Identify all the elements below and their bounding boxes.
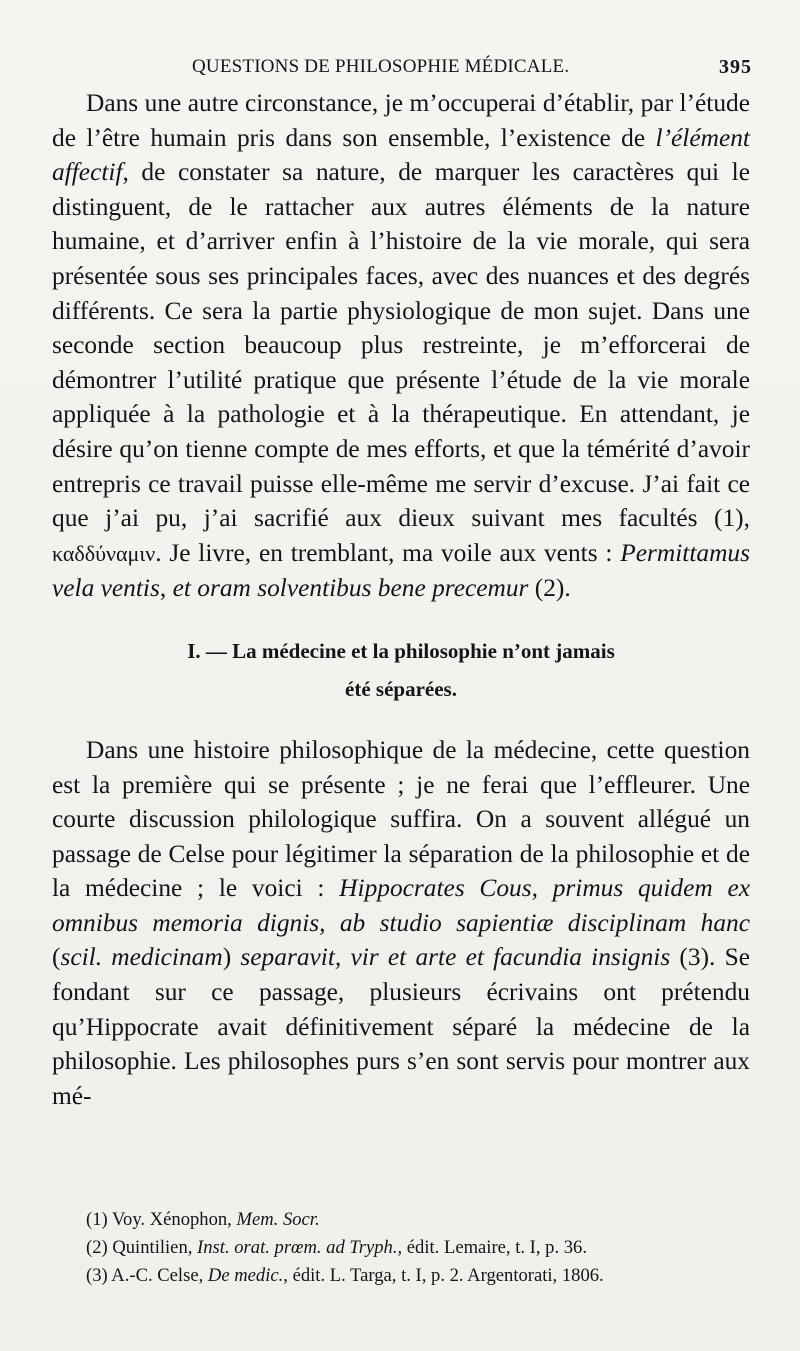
running-title: QUESTIONS DE PHILOSOPHIE MÉDICALE. (192, 56, 570, 77)
footnote-text-end: , édit. L. Targa, t. I, p. 2. Argentorati, 1806. (283, 1265, 604, 1286)
paragraph-2-italic-a: Hippocrates Cous, primus quidem ex omnibus memoria dignis, ab studio sapientiæ disciplinam hanc (52, 874, 750, 937)
paragraph-2-text-b: ( (52, 943, 61, 972)
footnote-text: A.-C. Celse, (107, 1265, 208, 1286)
paragraph-2-italic-c: separavit, vir et arte et facundia insignis (240, 943, 671, 972)
paragraph-2-text-c: ) (222, 943, 241, 972)
footnote-italic: De medic. (207, 1265, 284, 1286)
paragraph-1-text-d: , (159, 574, 173, 603)
paragraph-1-italic-c: et oram solventibus bene precemur (172, 574, 529, 603)
paragraph-1 (52, 86, 750, 606)
footnote-number: (1) (86, 1209, 108, 1230)
footnote (52, 1262, 750, 1290)
paragraph-2-text-d: (3). Se fondant sur ce passage, plusieurs écrivains ont prétendu qu’Hippocrate avait définitivement séparé la médecine de la philosophie. Les philosophes purs s’en sont servis pour montrer aux mé- (52, 943, 750, 1110)
running-header (52, 56, 752, 86)
footnote (52, 1206, 750, 1234)
paragraph-1-italic-a: l’élément affectif (52, 123, 750, 187)
footnote-italic: Inst. orat. prœm. ad Tryph. (197, 1237, 398, 1258)
footnote-number: (2) (86, 1237, 108, 1258)
paragraph-2-text-a: Dans une histoire philosophique de la médecine, cette question est la première qui se présente ; je ne ferai que l’effleurer. Une courte discussion philologique suffira. On a souvent allégué un passage de Celse pour légitimer la séparation de la philosophie et de la médecine ; le voici : (52, 735, 750, 903)
paragraph-1-italic-b: Permittamus vela ventis (52, 538, 750, 603)
main-text (52, 86, 750, 1113)
footnote-number: (3) (86, 1265, 108, 1286)
footnote-text-end: , édit. Lemaire, t. I, p. 36. (397, 1237, 587, 1258)
footnote-italic: Mem. Socr. (236, 1209, 320, 1230)
page-number: 395 (719, 56, 752, 78)
footnote (52, 1234, 750, 1262)
section-heading (52, 632, 750, 708)
footnote-text: Quintilien, (107, 1237, 198, 1258)
paragraph-1-text-b: , de constater sa nature, de marquer les caractères qui le distinguent, de le rattacher aux autres éléments de la nature humaine, et d’arriver enfin à l’histoire de la vie morale, qui sera présentée sous ses principales faces, avec des nuances et des degrés différents. Ce sera la partie physiologique de mon sujet. Dans une seconde section beaucoup plus restreinte, je m’efforcerai de démontrer l’utilité pratique que présente l’étude de la vie morale appliquée à la pathologie et à la thérapeutique. En attendant, je désire qu’on tienne compte de mes efforts, et que la témérité d’avoir entrepris ce travail puisse elle-même me servir d’excuse. J’ai fait ce que j’ai pu, j’ai sacrifié aux dieux suivant mes facultés (1), (52, 158, 750, 533)
paragraph-1-text-a: Dans une autre circonstance, je m’occuperai d’établir, par l’étude de l’être humain pris dans son ensemble, l’existence de (52, 89, 750, 152)
section-heading-line-2: été séparées. (345, 676, 457, 701)
paragraph-1-greek: καδδύναμιν (52, 540, 156, 566)
paragraph-1-text-c: . Je livre, en tremblant, ma voile aux vents : (155, 538, 621, 567)
paragraph-1-text-e: (2). (528, 574, 571, 603)
footnotes (52, 1206, 750, 1290)
paragraph-2 (52, 733, 750, 1114)
footnote-text: Voy. Xénophon, (107, 1209, 237, 1230)
section-heading-line-1: I. — La médecine et la philosophie n’ont jamais (187, 638, 615, 663)
paragraph-2-italic-b: scil. medicinam (60, 943, 223, 972)
